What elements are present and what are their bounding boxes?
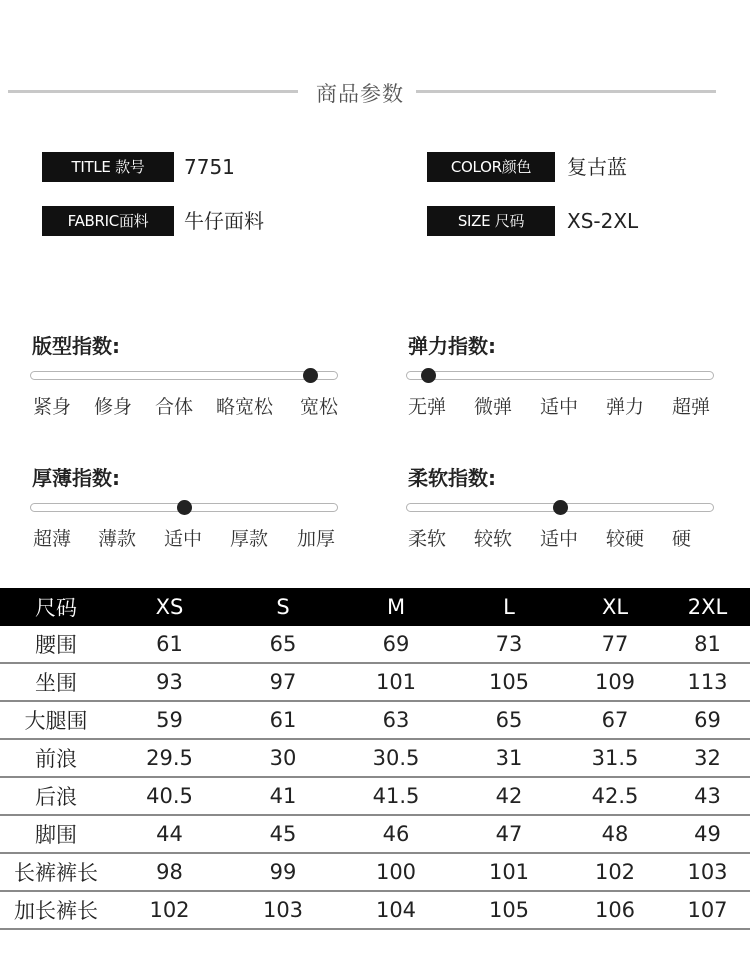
table-row-label: 长裤裤长	[0, 853, 112, 891]
size-table-header: XL	[565, 588, 665, 626]
table-cell: 102	[565, 853, 665, 891]
table-cell: 103	[665, 853, 750, 891]
section-title: 商品参数	[316, 82, 404, 106]
table-row	[0, 891, 750, 929]
table-cell: 43	[665, 777, 750, 815]
index-option: 弹力	[606, 396, 645, 418]
index-option: 无弹	[408, 396, 447, 418]
table-cell: 107	[665, 891, 750, 929]
index-option: 加厚	[297, 528, 336, 550]
table-cell: 100	[339, 853, 453, 891]
table-cell: 73	[453, 626, 565, 663]
index-track	[30, 371, 338, 380]
table-cell: 99	[227, 853, 339, 891]
table-row	[0, 739, 750, 777]
table-cell: 109	[565, 663, 665, 701]
param-value-fabric: 牛仔面料	[184, 209, 264, 233]
table-cell: 103	[227, 891, 339, 929]
size-table-header: 尺码	[0, 588, 112, 626]
table-cell: 46	[339, 815, 453, 853]
index-option: 柔软	[408, 528, 447, 550]
index-title: 弹力指数:	[408, 334, 496, 358]
table-cell: 105	[453, 891, 565, 929]
table-cell: 48	[565, 815, 665, 853]
table-cell: 98	[112, 853, 227, 891]
table-row	[0, 663, 750, 701]
index-option: 硬	[672, 528, 692, 550]
header-rule-right	[416, 90, 716, 93]
table-cell: 113	[665, 663, 750, 701]
table-row	[0, 626, 750, 663]
table-row-label: 大腿围	[0, 701, 112, 739]
size-table	[0, 588, 750, 930]
table-cell: 42.5	[565, 777, 665, 815]
table-cell: 81	[665, 626, 750, 663]
table-cell: 65	[453, 701, 565, 739]
index-option: 宽松	[300, 396, 339, 418]
table-row-label: 后浪	[0, 777, 112, 815]
param-label-fabric: FABRIC面料	[42, 206, 174, 236]
index-title: 版型指数:	[32, 334, 120, 358]
index-title: 柔软指数:	[408, 466, 496, 490]
size-table-header: M	[339, 588, 453, 626]
table-row	[0, 777, 750, 815]
table-row-label: 前浪	[0, 739, 112, 777]
size-table-header: S	[227, 588, 339, 626]
table-row	[0, 701, 750, 739]
table-cell: 49	[665, 815, 750, 853]
index-knob	[177, 500, 192, 515]
table-cell: 42	[453, 777, 565, 815]
table-cell: 61	[227, 701, 339, 739]
index-option: 较硬	[606, 528, 645, 550]
header-rule-left	[8, 90, 298, 93]
table-cell: 59	[112, 701, 227, 739]
table-cell: 29.5	[112, 739, 227, 777]
table-cell: 41	[227, 777, 339, 815]
index-option: 超弹	[672, 396, 711, 418]
table-cell: 77	[565, 626, 665, 663]
index-option: 适中	[164, 528, 203, 550]
param-label-color: COLOR颜色	[427, 152, 555, 182]
index-knob	[303, 368, 318, 383]
index-knob	[421, 368, 436, 383]
table-cell: 65	[227, 626, 339, 663]
size-table-header: XS	[112, 588, 227, 626]
index-option: 微弹	[474, 396, 513, 418]
index-option: 薄款	[98, 528, 137, 550]
table-cell: 101	[453, 853, 565, 891]
table-cell: 40.5	[112, 777, 227, 815]
index-option: 修身	[94, 396, 133, 418]
table-cell: 69	[339, 626, 453, 663]
index-knob	[553, 500, 568, 515]
table-row-label: 加长裤长	[0, 891, 112, 929]
table-cell: 31	[453, 739, 565, 777]
table-cell: 32	[665, 739, 750, 777]
table-row-label: 脚围	[0, 815, 112, 853]
param-label-title: TITLE 款号	[42, 152, 174, 182]
table-cell: 69	[665, 701, 750, 739]
index-option: 适中	[540, 528, 579, 550]
param-label-size: SIZE 尺码	[427, 206, 555, 236]
table-cell: 44	[112, 815, 227, 853]
table-cell: 41.5	[339, 777, 453, 815]
table-cell: 30.5	[339, 739, 453, 777]
param-value-color: 复古蓝	[567, 155, 627, 179]
table-cell: 97	[227, 663, 339, 701]
size-table-header-row	[0, 588, 750, 626]
size-table-body	[0, 626, 750, 929]
param-value-title: 7751	[184, 155, 235, 179]
param-value-size: XS-2XL	[567, 209, 639, 233]
index-option: 超薄	[33, 528, 72, 550]
table-cell: 63	[339, 701, 453, 739]
table-cell: 105	[453, 663, 565, 701]
index-track	[406, 371, 714, 380]
table-cell: 61	[112, 626, 227, 663]
table-cell: 67	[565, 701, 665, 739]
table-cell: 93	[112, 663, 227, 701]
index-option: 较软	[474, 528, 513, 550]
table-cell: 104	[339, 891, 453, 929]
table-cell: 47	[453, 815, 565, 853]
index-title: 厚薄指数:	[32, 466, 120, 490]
table-cell: 102	[112, 891, 227, 929]
table-row	[0, 815, 750, 853]
size-table-header: 2XL	[665, 588, 750, 626]
table-cell: 101	[339, 663, 453, 701]
size-table-header: L	[453, 588, 565, 626]
index-option: 略宽松	[216, 396, 274, 418]
table-row-label: 腰围	[0, 626, 112, 663]
table-row-label: 坐围	[0, 663, 112, 701]
index-option: 适中	[540, 396, 579, 418]
table-cell: 45	[227, 815, 339, 853]
index-option: 厚款	[230, 528, 269, 550]
table-cell: 106	[565, 891, 665, 929]
table-cell: 30	[227, 739, 339, 777]
table-cell: 31.5	[565, 739, 665, 777]
index-option: 合体	[155, 396, 194, 418]
table-row	[0, 853, 750, 891]
index-option: 紧身	[33, 396, 72, 418]
